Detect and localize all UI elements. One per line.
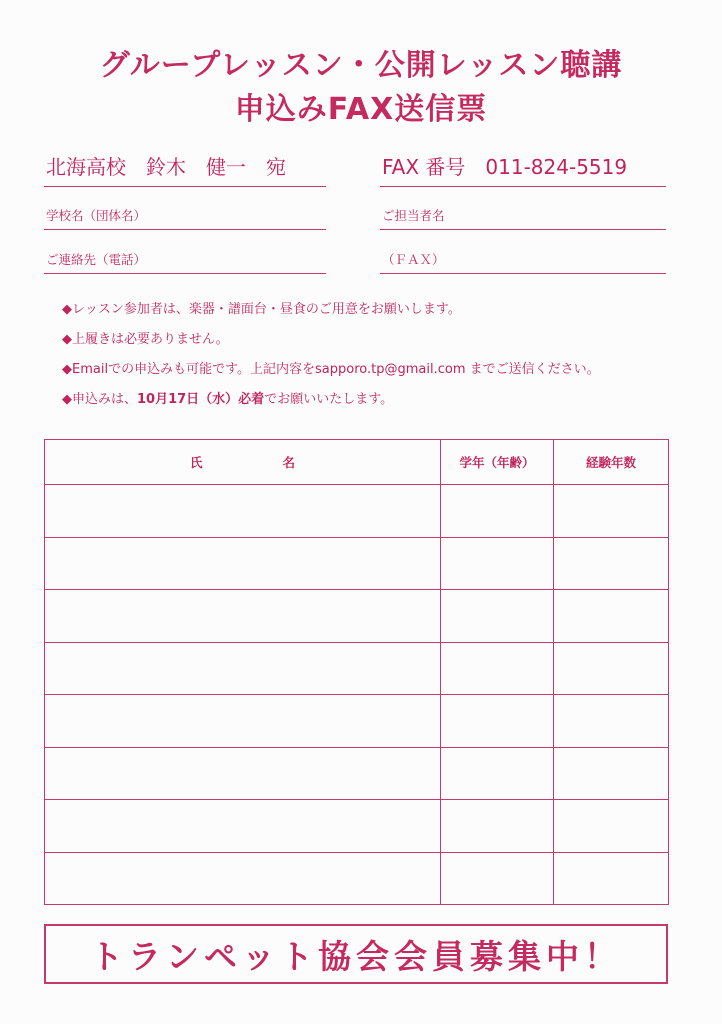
name-cell[interactable]: [45, 642, 441, 695]
experience-cell[interactable]: [554, 747, 669, 800]
deadline-suffix: でお願いいたします。: [264, 392, 394, 407]
fax-number-field: [380, 150, 666, 187]
name-cell[interactable]: [45, 537, 441, 590]
deadline-prefix: ◆申込みは、: [62, 392, 137, 407]
fax-number-label: FAX 番号 011-824-5519: [382, 155, 628, 179]
experience-column-header: 経験年数: [554, 440, 669, 485]
grade-cell[interactable]: [441, 642, 554, 695]
grade-column-header: 学年（年齢）: [441, 440, 554, 485]
recipient-label: 北海高校 鈴木 健一 宛: [46, 155, 286, 179]
grade-cell[interactable]: [441, 852, 554, 905]
note-item-deadline: [62, 390, 600, 420]
name-cell[interactable]: [45, 747, 441, 800]
name-cell[interactable]: [45, 800, 441, 853]
name-column-header: [45, 440, 441, 485]
experience-cell[interactable]: [554, 485, 669, 538]
name-cell[interactable]: [45, 590, 441, 643]
contact-phone-field[interactable]: [44, 245, 326, 274]
grade-cell[interactable]: [441, 590, 554, 643]
table-row: [45, 800, 669, 853]
form-title: グループレッスン・公開レッスン聴講: [99, 48, 623, 83]
grade-cell[interactable]: [441, 695, 554, 748]
experience-cell[interactable]: [554, 800, 669, 853]
membership-banner: トランペット協会会員募集中！: [44, 924, 668, 984]
name-cell[interactable]: [45, 485, 441, 538]
table-row: [45, 642, 669, 695]
table-row: [45, 537, 669, 590]
grade-cell[interactable]: [441, 800, 554, 853]
contact-fax-label: （ＦＡＸ）: [382, 252, 445, 267]
form-subtitle: 申込みFAX送信票: [234, 92, 488, 127]
experience-cell[interactable]: [554, 590, 669, 643]
deadline-date: 10月17日（水）必着: [137, 392, 265, 407]
table-row: [45, 695, 669, 748]
grade-cell[interactable]: [441, 747, 554, 800]
grade-cell[interactable]: [441, 537, 554, 590]
person-in-charge-label: ご担当者名: [382, 208, 445, 223]
experience-cell[interactable]: [554, 695, 669, 748]
participant-table: [44, 439, 669, 905]
recipient-field: [44, 150, 326, 187]
table-row: [45, 485, 669, 538]
experience-cell[interactable]: [554, 537, 669, 590]
note-item: ◆Emailでの申込みも可能です。上記内容をsapporo.tp@gmail.com までご送信ください。: [62, 362, 600, 377]
school-name-label: 学校名（団体名）: [46, 208, 147, 223]
grade-cell[interactable]: [441, 485, 554, 538]
note-item: ◆レッスン参加者は、楽器・譜面台・昼食のご用意をお願いします。: [62, 302, 461, 317]
name-header-char-2: 名: [282, 455, 296, 470]
table-row: [45, 590, 669, 643]
table-row: [45, 747, 669, 800]
person-in-charge-field[interactable]: [380, 200, 666, 230]
contact-fax-field[interactable]: [380, 245, 666, 274]
name-cell[interactable]: [45, 852, 441, 905]
contact-phone-label: ご連絡先（電話）: [46, 252, 147, 267]
experience-cell[interactable]: [554, 852, 669, 905]
table-row: [45, 852, 669, 905]
experience-cell[interactable]: [554, 642, 669, 695]
name-header-char-1: 氏: [189, 455, 203, 470]
school-name-field[interactable]: [44, 200, 326, 230]
note-item: ◆上履きは必要ありません。: [62, 332, 229, 347]
notes-list: [62, 300, 600, 420]
name-cell[interactable]: [45, 695, 441, 748]
